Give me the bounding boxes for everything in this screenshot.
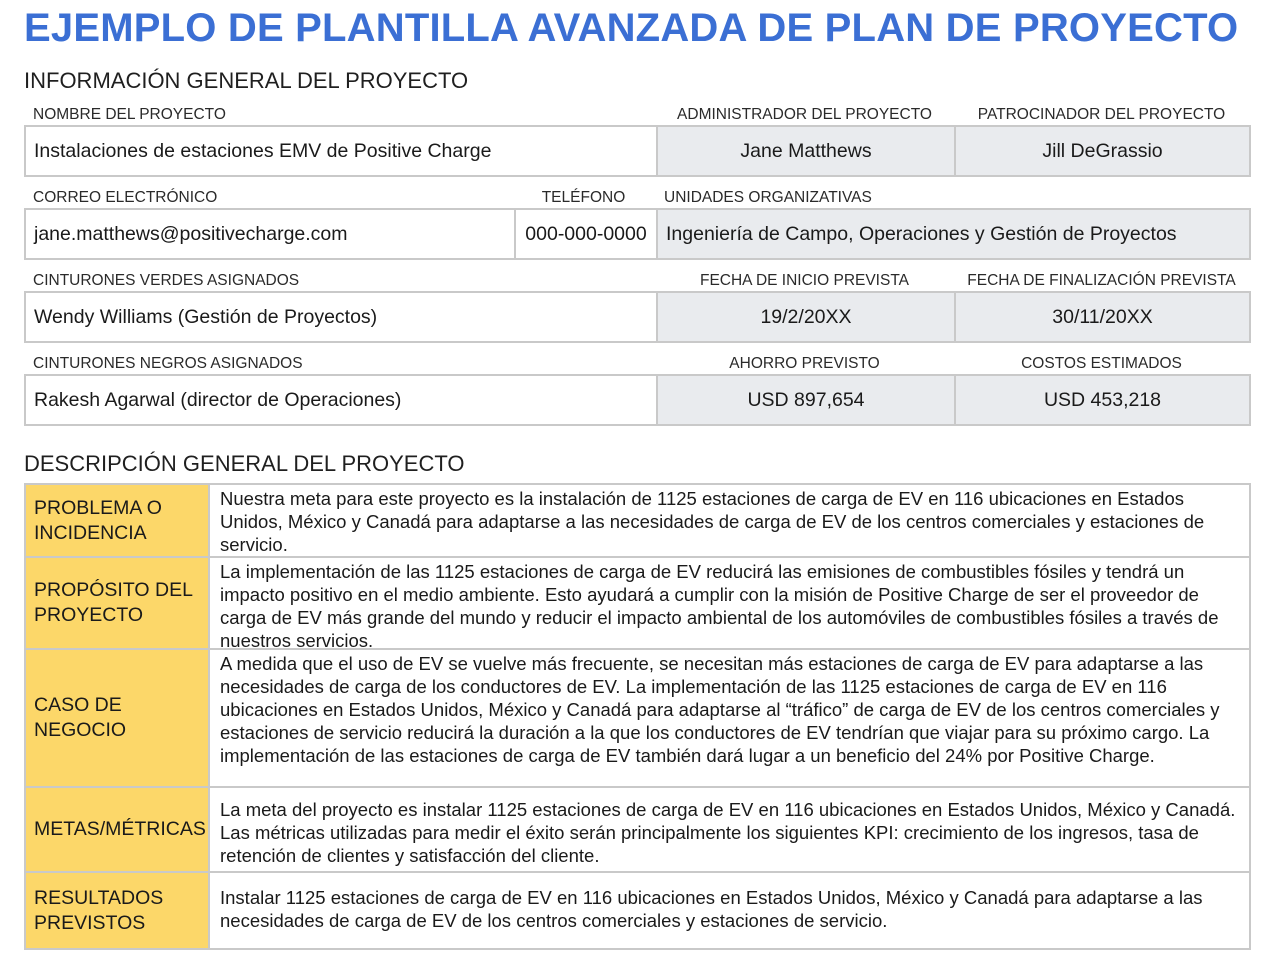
- overview-row-results: [26, 873, 1249, 948]
- black-belts-label: CINTURONES NEGROS ASIGNADOS: [33, 355, 303, 372]
- row-contact: [24, 208, 1251, 260]
- start-date-label: FECHA DE INICIO PREVISTA: [699, 272, 909, 289]
- email-label: CORREO ELECTRÓNICO: [33, 189, 218, 206]
- green-belts-value[interactable]: Wendy Williams (Gestión de Proyectos): [34, 305, 378, 328]
- overview-label: CASO DE NEGOCIO: [26, 650, 210, 786]
- start-date-value[interactable]: 19/2/20XX: [656, 293, 954, 341]
- end-date-label: FECHA DE FINALIZACIÓN PREVISTA: [967, 272, 1236, 289]
- general-info-heading: INFORMACIÓN GENERAL DEL PROYECTO: [24, 68, 469, 93]
- overview-heading: DESCRIPCIÓN GENERAL DEL PROYECTO: [24, 451, 465, 476]
- savings-value[interactable]: USD 897,654: [656, 376, 954, 424]
- overview-text[interactable]: La meta del proyecto es instalar 1125 estaciones de carga de EV en 116 ubicaciones en Estados Unidos, México y Canadá. Las métricas utilizadas para medir el éxito serán principalmente los siguientes KPI: crecimiento de los ingresos, tasa de retención de clientes y satisfacción del cliente.: [220, 799, 1236, 866]
- row-project-name: [24, 125, 1251, 177]
- row-black-belts: [24, 374, 1251, 426]
- manager-value[interactable]: Jane Matthews: [656, 127, 954, 175]
- overview-table: [24, 483, 1251, 950]
- overview-text[interactable]: La implementación de las 1125 estaciones de carga de EV reducirá las emisiones de combustibles fósiles y tendrá un impacto positivo en el medio ambiente. Esto ayudará a cumplir con la misión de Positive Charge de ser el proveedor de carga de EV más grande del mundo y reducir el impacto ambiental de los automóviles de combustibles fósiles a través de nuestros servicios.: [220, 561, 1219, 651]
- manager-label: ADMINISTRADOR DEL PROYECTO: [677, 106, 932, 123]
- overview-label: RESULTADOS PREVISTOS: [26, 873, 210, 948]
- units-label: UNIDADES ORGANIZATIVAS: [664, 189, 872, 206]
- costs-label: COSTOS ESTIMADOS: [1021, 355, 1182, 372]
- green-belts-label: CINTURONES VERDES ASIGNADOS: [33, 272, 300, 289]
- overview-row-business-case: [26, 650, 1249, 788]
- overview-text[interactable]: Instalar 1125 estaciones de carga de EV en 116 ubicaciones en Estados Unidos, México y Canadá para adaptarse a las necesidades de carga de EV de los centros comerciales y estaciones de servicio.: [220, 887, 1203, 931]
- row-green-belts: [24, 291, 1251, 343]
- phone-label: TELÉFONO: [541, 189, 626, 206]
- overview-text[interactable]: A medida que el uso de EV se vuelve más frecuente, se necesitan más estaciones de carga de EV para adaptarse a las necesidades de carga de los conductores de EV. La implementación de las 1125 estaciones de carga de EV en 116 ubicaciones en Estados Unidos, México y Canadá para adaptarse al “tráfico” de carga de EV de los centros comerciales y estaciones de servicio reducirá la duración a la que los conductores de EV tendrían que viajar para su próximo cargo. La implementación de las estaciones de carga de EV también dará lugar a un beneficio del 24% por Positive Charge.: [220, 653, 1220, 766]
- overview-label: PROPÓSITO DEL PROYECTO: [26, 558, 210, 648]
- phone-value[interactable]: 000-000-0000: [514, 210, 656, 258]
- project-name-value[interactable]: Instalaciones de estaciones EMV de Positive Charge: [34, 139, 492, 162]
- page-title: EJEMPLO DE PLANTILLA AVANZADA DE PLAN DE PROYECTO: [24, 6, 1239, 50]
- sponsor-label: PATROCINADOR DEL PROYECTO: [977, 106, 1226, 123]
- overview-label: METAS/MÉTRICAS: [26, 788, 210, 871]
- end-date-value[interactable]: 30/11/20XX: [954, 293, 1249, 341]
- costs-value[interactable]: USD 453,218: [954, 376, 1249, 424]
- overview-row-problem: [26, 485, 1249, 558]
- project-name-label: NOMBRE DEL PROYECTO: [33, 106, 226, 123]
- overview-row-metrics: [26, 788, 1249, 873]
- overview-text[interactable]: Nuestra meta para este proyecto es la instalación de 1125 estaciones de carga de EV en 116 ubicaciones en Estados Unidos, México y Canadá para adaptarse a las necesidades de carga de EV de los centros comerciales y estaciones de servicio.: [220, 488, 1205, 555]
- savings-label: AHORRO PREVISTO: [729, 355, 880, 372]
- overview-label: PROBLEMA O INCIDENCIA: [26, 485, 210, 556]
- black-belts-value[interactable]: Rakesh Agarwal (director de Operaciones): [34, 388, 402, 411]
- units-value[interactable]: Ingeniería de Campo, Operaciones y Gestión de Proyectos: [656, 210, 1249, 258]
- overview-row-purpose: [26, 558, 1249, 650]
- email-value[interactable]: jane.matthews@positivecharge.com: [34, 222, 348, 245]
- sponsor-value[interactable]: Jill DeGrassio: [954, 127, 1249, 175]
